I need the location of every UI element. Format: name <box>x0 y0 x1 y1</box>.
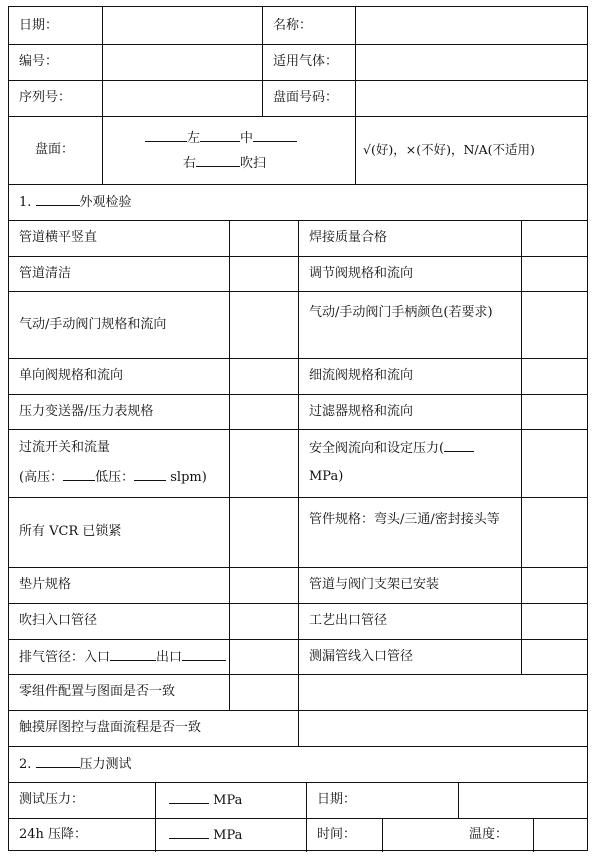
number-label: 编号： <box>19 54 59 69</box>
serial-label: 序列号： <box>19 90 72 105</box>
test-date-label: 日期： <box>317 792 357 807</box>
rule <box>9 746 587 747</box>
section1-name: 外观检验 <box>79 195 132 210</box>
rule <box>9 116 587 117</box>
mid-blank <box>200 129 240 142</box>
panel-label: 盘面： <box>35 142 75 157</box>
gas-label: 适用气体： <box>273 54 339 69</box>
section1-blank <box>36 193 80 206</box>
item-label: 管道清洁 <box>19 266 72 281</box>
exhaust-inlet-blank <box>110 648 156 661</box>
panel-purge: 吹扫 <box>240 156 267 171</box>
item-label: 管道与阀门支架已安装 <box>309 577 440 592</box>
item-label: 触摸屏图控与盘面流程是否一致 <box>19 720 202 735</box>
test-pressure-unit: MPa <box>213 793 243 808</box>
item-label: 气动/手动阀门规格和流向 <box>19 317 167 332</box>
pressure-drop-value <box>169 826 242 845</box>
section2-blank <box>36 755 80 768</box>
low-pressure-label: 低压： <box>95 470 135 485</box>
item-label: 单向阀规格和流向 <box>19 368 124 383</box>
name-label: 名称： <box>273 18 313 33</box>
legend-text: √(好)，×(不好)，N/A(不适用) <box>363 142 535 157</box>
panel-number-label: 盘面号码： <box>273 90 339 105</box>
item-label: 压力变送器/压力表规格 <box>19 404 154 419</box>
item-label: 细流阀规格和流向 <box>309 368 414 383</box>
panel-mid: 中 <box>240 131 254 146</box>
item-label: 调节阀规格和流向 <box>309 266 414 281</box>
trailing-blank <box>253 129 297 142</box>
section1-number: 1. <box>19 195 32 210</box>
item-label: 过滤器规格和流向 <box>309 404 414 419</box>
inspection-form <box>8 6 588 851</box>
item-label: 所有 VCR 已锁紧 <box>19 524 122 539</box>
section1-title <box>19 193 132 212</box>
item-label: 零组件配置与图面是否一致 <box>19 684 176 699</box>
rule <box>262 7 263 116</box>
item-label <box>19 648 226 667</box>
relief-valve-label: 安全阀流向和设定压力( <box>309 441 445 456</box>
item-label: 测漏管线入口管径 <box>309 649 414 664</box>
test-pressure-blank <box>169 791 209 804</box>
panel-left: 左 <box>187 131 201 146</box>
test-pressure-label: 测试压力： <box>19 792 85 807</box>
pressure-drop-unit: MPa <box>213 828 243 843</box>
item-label: 工艺出口管径 <box>309 613 388 628</box>
right-blank <box>196 154 240 167</box>
panel-positions-line1 <box>145 129 297 148</box>
panel-positions-line2 <box>183 154 266 173</box>
rule <box>521 220 522 674</box>
section2-number: 2. <box>19 757 32 772</box>
pressure-drop-blank <box>169 826 209 839</box>
rule <box>9 818 587 819</box>
item-label: 吹扫入口管径 <box>19 613 98 628</box>
pressure-drop-label: 24h 压降： <box>19 827 88 842</box>
item-label <box>19 468 207 487</box>
rule <box>298 220 299 710</box>
rule <box>306 782 307 852</box>
item-label: 过流开关和流量 <box>19 440 111 455</box>
exhaust-inlet-label: 排气管径：入口 <box>19 650 111 665</box>
high-pressure-label: (高压： <box>19 470 64 485</box>
relief-pressure-blank <box>444 439 474 452</box>
section2-title <box>19 755 132 774</box>
date-label: 日期： <box>19 18 59 33</box>
rule <box>298 674 299 746</box>
left-blank <box>145 129 187 142</box>
rule <box>458 782 459 818</box>
rule <box>382 818 383 852</box>
time-label: 时间： <box>317 827 357 842</box>
rule <box>155 782 156 852</box>
item-label: 垫片规格 <box>19 577 72 592</box>
flow-unit: slpm) <box>170 470 207 485</box>
low-pressure-blank <box>134 468 166 481</box>
exhaust-outlet-label: 出口 <box>156 650 183 665</box>
exhaust-outlet-blank <box>182 648 226 661</box>
panel-right: 右 <box>183 156 197 171</box>
rule <box>229 220 230 710</box>
item-label: 气动/手动阀门手柄颜色(若要求) <box>309 305 493 320</box>
rule <box>533 818 534 852</box>
item-label: 管道横平竖直 <box>19 230 98 245</box>
item-label: MPa) <box>309 469 344 484</box>
rule <box>9 782 587 783</box>
rule <box>102 116 103 184</box>
rule <box>9 184 587 185</box>
rule <box>9 80 587 81</box>
item-label: 管件规格：弯头/三通/密封接头等 <box>309 512 500 527</box>
temperature-label: 温度： <box>469 827 509 842</box>
item-label <box>309 439 474 458</box>
high-pressure-blank <box>63 468 95 481</box>
test-pressure-value <box>169 791 242 810</box>
rule <box>355 7 356 184</box>
section2-name: 压力测试 <box>79 757 132 772</box>
rule <box>9 44 587 45</box>
rule <box>102 7 103 116</box>
item-label: 焊接质量合格 <box>309 230 388 245</box>
